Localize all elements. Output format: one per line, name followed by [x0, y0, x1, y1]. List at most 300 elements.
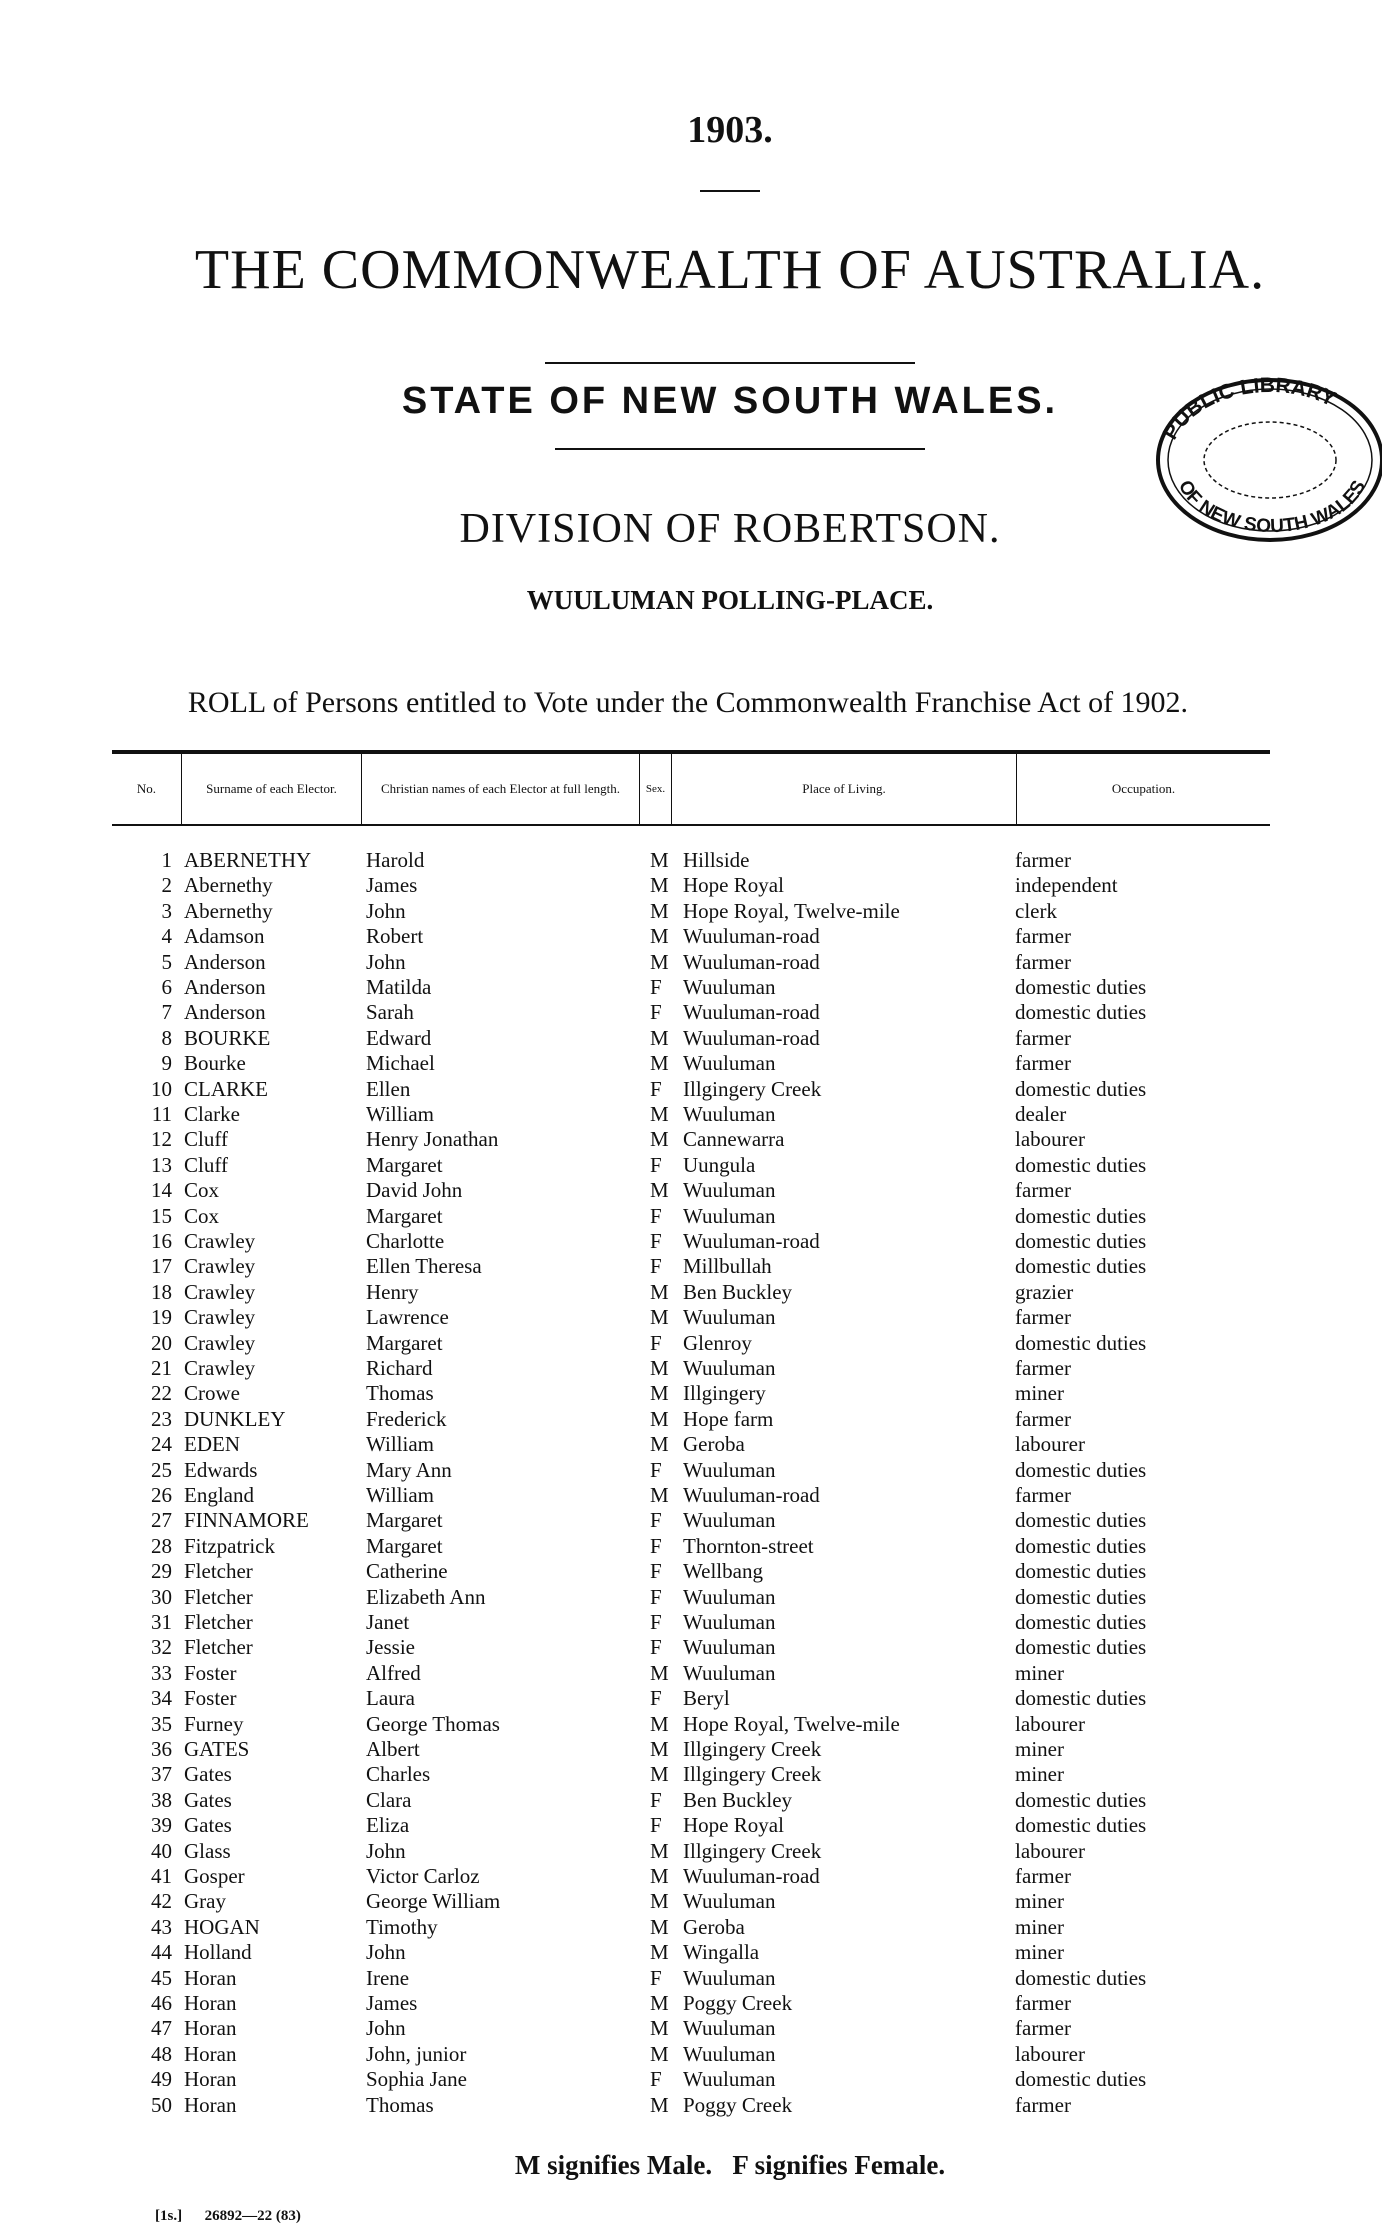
table-row	[0, 2093, 1382, 2118]
elector-sex: M	[650, 1737, 669, 1761]
elector-sex: M	[650, 1864, 669, 1888]
elector-occupation: domestic duties	[1015, 2067, 1147, 2092]
table-row	[0, 1432, 1382, 1457]
elector-surname: Fitzpatrick	[184, 1533, 275, 1558]
table-row	[0, 1102, 1382, 1127]
elector-surname: Fletcher	[184, 1584, 253, 1609]
table-row	[0, 1610, 1382, 1635]
elector-surname: Abernethy	[184, 898, 273, 923]
elector-surname: Horan	[184, 2092, 237, 2117]
elector-occupation: domestic duties	[1015, 1610, 1147, 1634]
elector-sex: F	[650, 1965, 662, 1990]
elector-sex: M	[650, 1356, 669, 1380]
elector-place-of-living: Hope Royal	[683, 1813, 784, 1838]
elector-occupation: domestic duties	[1015, 1787, 1147, 1812]
elector-number: 10	[151, 1076, 172, 1101]
table-row	[0, 1305, 1382, 1330]
elector-sex: M	[650, 1762, 669, 1787]
elector-surname: Edwards	[184, 1457, 258, 1482]
elector-christian-names: David John	[366, 1178, 463, 1203]
table-row	[0, 1534, 1382, 1559]
table-row	[0, 950, 1382, 975]
elector-occupation: domestic duties	[1015, 1076, 1147, 1101]
elector-place-of-living: Wuuluman-road	[683, 924, 820, 949]
elector-surname: Fletcher	[184, 1635, 253, 1660]
elector-sex: M	[650, 1051, 669, 1076]
elector-occupation: domestic duties	[1015, 1152, 1147, 1177]
elector-occupation: domestic duties	[1015, 1229, 1147, 1253]
elector-number: 4	[161, 924, 172, 949]
elector-number: 5	[161, 949, 172, 974]
elector-occupation: domestic duties	[1015, 1686, 1147, 1711]
table-row	[0, 1915, 1382, 1940]
stamp-top-text: PUBLIC LIBRARY	[1158, 373, 1340, 444]
elector-surname: Foster	[184, 1686, 237, 1711]
elector-sex: F	[650, 1533, 662, 1558]
elector-surname: Crawley	[184, 1279, 256, 1304]
table-row	[0, 1940, 1382, 1965]
elector-occupation: domestic duties	[1015, 1584, 1147, 1609]
elector-number: 36	[151, 1737, 172, 1761]
elector-surname: Gates	[184, 1813, 232, 1838]
elector-christian-names: Thomas	[366, 1381, 434, 1406]
elector-number: 11	[151, 1102, 172, 1126]
elector-occupation: miner	[1015, 1660, 1064, 1685]
elector-place-of-living: Wuuluman	[683, 1203, 776, 1228]
elector-surname: Clarke	[184, 1102, 240, 1126]
elector-christian-names: James	[366, 1991, 418, 2015]
elector-number: 49	[151, 2067, 172, 2092]
elector-number: 35	[151, 1711, 172, 1736]
elector-occupation: domestic duties	[1015, 1254, 1147, 1279]
elector-number: 16	[151, 1229, 172, 1253]
table-row	[0, 975, 1382, 1000]
table-row	[0, 873, 1382, 898]
elector-place-of-living: Millbullah	[683, 1254, 772, 1279]
elector-place-of-living: Illgingery Creek	[683, 1762, 822, 1787]
table-row	[0, 1153, 1382, 1178]
elector-place-of-living: Wuuluman	[683, 2016, 776, 2041]
elector-surname: DUNKLEY	[184, 1406, 286, 1431]
elector-sex: F	[650, 1076, 662, 1101]
elector-surname: Fletcher	[184, 1610, 253, 1634]
table-row	[0, 2016, 1382, 2041]
elector-surname: Cox	[184, 1178, 220, 1203]
elector-sex: M	[650, 949, 669, 974]
col-header-surname: Surname of each Elector.	[182, 754, 362, 824]
elector-sex: M	[650, 2016, 669, 2041]
elector-sex: F	[650, 1813, 662, 1838]
table-row	[0, 1991, 1382, 2016]
elector-occupation: farmer	[1015, 1406, 1071, 1431]
elector-surname: EDEN	[184, 1432, 240, 1457]
elector-number: 32	[151, 1635, 172, 1660]
polling-place-heading: WUULUMAN POLLING-PLACE.	[526, 585, 934, 615]
elector-number: 27	[151, 1508, 172, 1533]
elector-christian-names: Clara	[366, 1787, 412, 1812]
elector-christian-names: James	[366, 873, 418, 898]
elector-sex: M	[650, 1381, 669, 1406]
elector-occupation: domestic duties	[1015, 1635, 1147, 1660]
elector-number: 41	[151, 1864, 172, 1888]
elector-surname: Crowe	[184, 1381, 240, 1406]
elector-number: 23	[151, 1406, 172, 1431]
elector-christian-names: John	[366, 1838, 406, 1863]
elector-surname: Crawley	[184, 1356, 256, 1380]
roll-table-header	[112, 750, 1270, 826]
table-row	[0, 2042, 1382, 2067]
elector-christian-names: George William	[366, 1889, 501, 1914]
table-row	[0, 1864, 1382, 1889]
elector-christian-names: John	[366, 949, 406, 974]
elector-christian-names: Sophia Jane	[366, 2067, 467, 2092]
elector-christian-names: Margaret	[366, 1203, 443, 1228]
elector-number: 30	[151, 1584, 172, 1609]
elector-christian-names: Henry Jonathan	[366, 1127, 499, 1152]
elector-christian-names: Henry	[366, 1279, 419, 1304]
elector-sex: F	[650, 1508, 662, 1533]
elector-place-of-living: Beryl	[683, 1686, 730, 1711]
table-row	[0, 1762, 1382, 1787]
elector-surname: Crawley	[184, 1229, 256, 1253]
elector-surname: GATES	[184, 1737, 250, 1761]
table-row	[0, 1585, 1382, 1610]
elector-place-of-living: Hope Royal	[683, 873, 784, 898]
table-row	[0, 1280, 1382, 1305]
elector-occupation: domestic duties	[1015, 975, 1147, 999]
elector-surname: Horan	[184, 2016, 237, 2041]
elector-sex: M	[650, 1889, 669, 1914]
elector-number: 33	[151, 1660, 172, 1685]
elector-sex: F	[650, 1787, 662, 1812]
elector-occupation: domestic duties	[1015, 1508, 1147, 1533]
elector-sex: M	[650, 2041, 669, 2066]
elector-sex: M	[650, 1432, 669, 1457]
elector-surname: Horan	[184, 1965, 237, 1990]
elector-place-of-living: Thornton-street	[683, 1533, 814, 1558]
elector-number: 14	[151, 1178, 172, 1203]
elector-surname: FINNAMORE	[184, 1508, 309, 1533]
elector-occupation: farmer	[1015, 1864, 1071, 1888]
elector-surname: England	[184, 1483, 254, 1507]
elector-surname: BOURKE	[184, 1025, 271, 1050]
elector-place-of-living: Wuuluman	[683, 1508, 776, 1533]
division-heading: DIVISION OF ROBERTSON.	[459, 506, 1001, 552]
elector-number: 20	[151, 1330, 172, 1355]
elector-occupation: domestic duties	[1015, 1559, 1147, 1584]
elector-surname: Horan	[184, 1991, 237, 2015]
col-header-no: No.	[112, 754, 182, 824]
elector-place-of-living: Wuuluman	[683, 1965, 776, 1990]
elector-surname: Glass	[184, 1838, 231, 1863]
elector-surname: Gates	[184, 1762, 232, 1787]
elector-place-of-living: Hillside	[683, 848, 750, 872]
table-row	[0, 1204, 1382, 1229]
elector-number: 48	[151, 2041, 172, 2066]
table-row	[0, 1813, 1382, 1838]
elector-sex: M	[650, 2092, 669, 2117]
elector-place-of-living: Ben Buckley	[683, 1279, 793, 1304]
elector-sex: M	[650, 1483, 669, 1507]
elector-christian-names: Matilda	[366, 975, 432, 999]
elector-place-of-living: Glenroy	[683, 1330, 752, 1355]
elector-number: 7	[161, 1000, 172, 1025]
elector-sex: F	[650, 1635, 662, 1660]
elector-christian-names: Edward	[366, 1025, 432, 1050]
elector-number: 25	[151, 1457, 172, 1482]
elector-christian-names: Eliza	[366, 1813, 410, 1838]
elector-place-of-living: Wuuluman	[683, 2067, 776, 2092]
elector-sex: F	[650, 1254, 662, 1279]
elector-number: 6	[161, 975, 172, 999]
elector-place-of-living: Geroba	[683, 1914, 745, 1939]
elector-number: 29	[151, 1559, 172, 1584]
table-row	[0, 1458, 1382, 1483]
elector-surname: Gosper	[184, 1864, 245, 1888]
elector-place-of-living: Wuuluman	[683, 1102, 776, 1126]
elector-christian-names: Laura	[366, 1686, 415, 1711]
elector-occupation: labourer	[1015, 1432, 1085, 1457]
stamp-bottom-text: OF NEW SOUTH WALES	[1173, 477, 1371, 538]
elector-christian-names: Margaret	[366, 1152, 443, 1177]
elector-number: 50	[151, 2092, 172, 2117]
elector-surname: ABERNETHY	[184, 848, 312, 872]
elector-occupation: domestic duties	[1015, 1965, 1147, 1990]
table-row	[0, 1635, 1382, 1660]
elector-place-of-living: Poggy Creek	[683, 1991, 793, 2015]
col-header-place-of-living: Place of Living.	[672, 754, 1017, 824]
elector-occupation: farmer	[1015, 924, 1071, 949]
elector-sex: M	[650, 1305, 669, 1330]
elector-occupation: farmer	[1015, 1305, 1071, 1330]
table-row	[0, 1356, 1382, 1381]
table-row	[0, 1000, 1382, 1025]
elector-christian-names: William	[366, 1102, 434, 1126]
elector-christian-names: Catherine	[366, 1559, 448, 1584]
elector-place-of-living: Wuuluman	[683, 1610, 776, 1634]
elector-place-of-living: Wuuluman	[683, 1305, 776, 1330]
elector-occupation: clerk	[1015, 898, 1057, 923]
elector-christian-names: Harold	[366, 848, 425, 872]
elector-surname: Cluff	[184, 1152, 228, 1177]
elector-sex: F	[650, 1203, 662, 1228]
elector-occupation: independent	[1015, 873, 1118, 898]
elector-christian-names: John	[366, 1940, 406, 1965]
elector-number: 31	[151, 1610, 172, 1634]
printer-reference: [1s.] 26892—22 (83)	[155, 2208, 301, 2224]
elector-sex: M	[650, 1914, 669, 1939]
elector-christian-names: Charles	[366, 1762, 431, 1787]
col-header-occupation: Occupation.	[1111, 781, 1176, 796]
col-header-christian-names: Christian names of each Elector at full length.	[362, 754, 640, 824]
elector-number: 42	[151, 1889, 172, 1914]
elector-number: 37	[151, 1762, 172, 1787]
elector-surname: Abernethy	[184, 873, 273, 898]
elector-place-of-living: Uungula	[683, 1152, 756, 1177]
elector-number: 38	[151, 1787, 172, 1812]
elector-place-of-living: Ben Buckley	[683, 1787, 793, 1812]
elector-place-of-living: Wingalla	[683, 1940, 760, 1965]
elector-number: 19	[151, 1305, 172, 1330]
elector-occupation: domestic duties	[1015, 1813, 1147, 1838]
table-row	[0, 2067, 1382, 2092]
table-row	[0, 1077, 1382, 1102]
table-row	[0, 1178, 1382, 1203]
elector-sex: F	[650, 1584, 662, 1609]
elector-place-of-living: Wuuluman-road	[683, 949, 820, 974]
elector-place-of-living: Wuuluman	[683, 1457, 776, 1482]
table-row	[0, 1229, 1382, 1254]
elector-surname: Crawley	[184, 1305, 256, 1330]
elector-occupation: dealer	[1015, 1102, 1067, 1126]
elector-occupation: farmer	[1015, 2016, 1071, 2041]
elector-place-of-living: Illgingery Creek	[683, 1076, 822, 1101]
table-row	[0, 1381, 1382, 1406]
elector-surname: Crawley	[184, 1330, 256, 1355]
elector-occupation: miner	[1015, 1889, 1064, 1914]
elector-christian-names: John, junior	[366, 2041, 467, 2066]
elector-place-of-living: Wuuluman-road	[683, 1864, 820, 1888]
elector-surname: Gates	[184, 1787, 232, 1812]
elector-sex: M	[650, 1279, 669, 1304]
elector-christian-names: Lawrence	[366, 1305, 449, 1330]
elector-occupation: miner	[1015, 1381, 1064, 1406]
elector-place-of-living: Wuuluman	[683, 975, 776, 999]
elector-surname: Holland	[184, 1940, 252, 1965]
elector-sex: M	[650, 848, 669, 872]
table-row	[0, 1254, 1382, 1279]
elector-surname: Horan	[184, 2041, 237, 2066]
elector-number: 13	[151, 1152, 172, 1177]
elector-christian-names: Margaret	[366, 1508, 443, 1533]
elector-surname: Horan	[184, 2067, 237, 2092]
elector-sex: M	[650, 1406, 669, 1431]
elector-place-of-living: Wuuluman	[683, 2041, 776, 2066]
elector-number: 15	[151, 1203, 172, 1228]
elector-sex: M	[650, 1940, 669, 1965]
table-row	[0, 1051, 1382, 1076]
elector-sex: F	[650, 1330, 662, 1355]
elector-number: 18	[151, 1279, 172, 1304]
elector-christian-names: John	[366, 898, 406, 923]
elector-occupation: miner	[1015, 1940, 1064, 1965]
elector-place-of-living: Hope farm	[683, 1406, 774, 1431]
elector-place-of-living: Hope Royal, Twelve-mile	[683, 1711, 900, 1736]
elector-place-of-living: Illgingery	[683, 1381, 766, 1406]
svg-text:PUBLIC LIBRARY	[1159, 374, 1339, 444]
table-row	[0, 1559, 1382, 1584]
elector-christian-names: Elizabeth Ann	[366, 1584, 486, 1609]
elector-number: 40	[151, 1838, 172, 1863]
elector-number: 1	[161, 848, 172, 872]
elector-surname: Foster	[184, 1660, 237, 1685]
elector-sex: M	[650, 873, 669, 898]
elector-place-of-living: Wuuluman	[683, 1889, 776, 1914]
elector-occupation: labourer	[1015, 1711, 1085, 1736]
elector-number: 3	[161, 898, 172, 923]
elector-number: 12	[151, 1127, 172, 1152]
elector-surname: Cox	[184, 1203, 220, 1228]
table-row	[0, 1712, 1382, 1737]
elector-sex: F	[650, 1686, 662, 1711]
elector-christian-names: Albert	[366, 1737, 420, 1761]
elector-place-of-living: Geroba	[683, 1432, 745, 1457]
elector-occupation: grazier	[1015, 1279, 1074, 1304]
table-row	[0, 1331, 1382, 1356]
divider-below-state	[555, 448, 925, 450]
elector-sex: F	[650, 1000, 662, 1025]
elector-christian-names: Robert	[366, 924, 424, 949]
table-row	[0, 1508, 1382, 1533]
elector-place-of-living: Illgingery Creek	[683, 1838, 822, 1863]
state-heading: STATE OF NEW SOUTH WALES.	[401, 380, 1059, 422]
elector-sex: F	[650, 1152, 662, 1177]
elector-place-of-living: Wellbang	[683, 1559, 763, 1584]
elector-number: 24	[151, 1432, 172, 1457]
elector-christian-names: Timothy	[366, 1914, 438, 1939]
elector-place-of-living: Wuuluman-road	[683, 1229, 820, 1253]
elector-surname: Adamson	[184, 924, 265, 949]
elector-christian-names: George Thomas	[366, 1711, 500, 1736]
elector-number: 44	[151, 1940, 172, 1965]
sex-legend: M signifies Male. F signifies Female.	[514, 2150, 946, 2180]
elector-occupation: miner	[1015, 1914, 1064, 1939]
elector-sex: M	[650, 1127, 669, 1152]
elector-occupation: farmer	[1015, 1178, 1071, 1203]
elector-surname: Anderson	[184, 949, 266, 974]
table-row	[0, 1889, 1382, 1914]
elector-surname: Fletcher	[184, 1559, 253, 1584]
elector-christian-names: Jessie	[366, 1635, 415, 1660]
elector-occupation: farmer	[1015, 1356, 1071, 1380]
elector-sex: M	[650, 1178, 669, 1203]
table-row	[0, 1788, 1382, 1813]
elector-sex: F	[650, 1559, 662, 1584]
elector-sex: F	[650, 1229, 662, 1253]
col-header-sex: Sex.	[640, 754, 672, 824]
elector-surname: Cluff	[184, 1127, 228, 1152]
elector-christian-names: Victor Carloz	[366, 1864, 480, 1888]
elector-christian-names: Sarah	[366, 1000, 414, 1025]
elector-number: 8	[161, 1025, 172, 1050]
elector-place-of-living: Wuuluman-road	[683, 1483, 820, 1507]
elector-occupation: domestic duties	[1015, 1203, 1147, 1228]
elector-sex: M	[650, 1711, 669, 1736]
elector-number: 47	[151, 2016, 172, 2041]
elector-occupation: farmer	[1015, 1991, 1071, 2015]
elector-occupation: labourer	[1015, 2041, 1085, 2066]
elector-sex: F	[650, 975, 662, 999]
table-row	[0, 899, 1382, 924]
elector-christian-names: Janet	[366, 1610, 410, 1634]
elector-occupation: miner	[1015, 1737, 1064, 1761]
elector-number: 46	[151, 1991, 172, 2015]
elector-number: 45	[151, 1965, 172, 1990]
table-row	[0, 848, 1382, 873]
elector-place-of-living: Wuuluman	[683, 1635, 776, 1660]
table-row	[0, 1661, 1382, 1686]
elector-surname: HOGAN	[184, 1914, 260, 1939]
elector-occupation: farmer	[1015, 1051, 1071, 1076]
elector-sex: M	[650, 924, 669, 949]
elector-occupation: domestic duties	[1015, 1000, 1147, 1025]
elector-surname: Crawley	[184, 1254, 256, 1279]
table-row	[0, 1737, 1382, 1762]
elector-place-of-living: Wuuluman-road	[683, 1025, 820, 1050]
elector-occupation: farmer	[1015, 2092, 1071, 2117]
elector-sex: M	[650, 898, 669, 923]
elector-sex: F	[650, 1610, 662, 1634]
